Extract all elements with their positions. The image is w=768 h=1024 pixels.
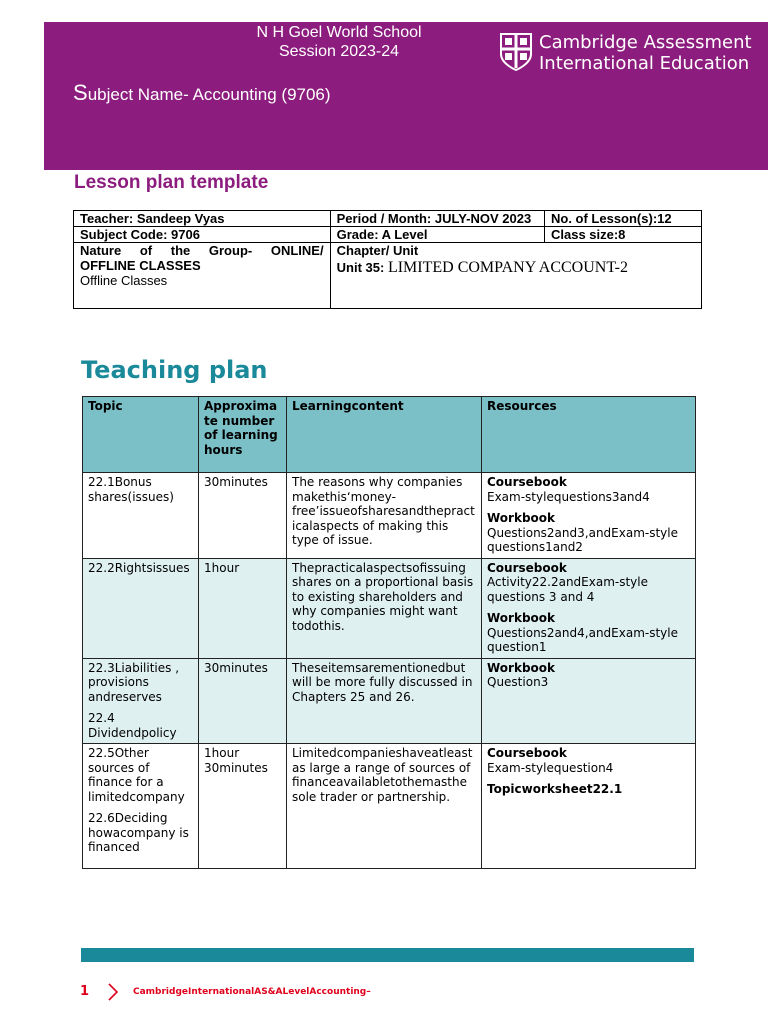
topic-text: 22.6Deciding howacompany is financed [88, 811, 189, 854]
topic-text: 22.3Liabilities , provisions andreserves [88, 660, 180, 704]
topic-cell [83, 558, 199, 658]
nature-word: Nature [80, 243, 122, 258]
resource-heading: Workbook [487, 511, 556, 525]
info-row [74, 243, 702, 309]
table-row [83, 658, 696, 744]
topic-cell [83, 744, 199, 869]
school-name: N H Goel World School [256, 24, 422, 41]
topic-text: 22.1Bonus shares(issues) [88, 475, 174, 504]
period-cell: Period / Month: JULY-NOV 2023 [330, 211, 544, 227]
subject-initial: S [73, 80, 88, 105]
cambridge-shield-icon [499, 32, 533, 72]
nature-word: Group- [208, 243, 253, 258]
content-cell: Theseitemsarementionedbut will be more fully discussed in Chapters 25 and 26. [287, 658, 482, 744]
nature-bold: OFFLINE CLASSES [80, 258, 201, 273]
resource-heading: Coursebook [487, 746, 567, 760]
resources-cell [482, 744, 696, 869]
info-row [74, 227, 702, 243]
resources-cell [482, 658, 696, 744]
resource-text: Questions2and3,andExam-style questions1and2 [487, 525, 678, 554]
resource-text: Questions2and4,andExam-style question1 [487, 625, 678, 654]
teaching-plan-title: Teaching plan [81, 356, 268, 384]
teacher-cell: Teacher: Sandeep Vyas [74, 211, 331, 227]
subject-code-cell: Subject Code: 9706 [74, 227, 331, 243]
footer-text: CambridgeInternationalAS&ALevelAccounting– [133, 987, 371, 997]
topic-text: 22.5Other sources of finance for a limitedcompany [88, 746, 185, 804]
topic-text: 22.2Rightsissues [88, 560, 190, 575]
nature-cell [74, 243, 331, 309]
logo-line-1: Cambridge Assessment [539, 32, 752, 53]
table-row [83, 558, 696, 658]
header-banner [44, 22, 768, 170]
resource-text: Exam-stylequestions3and4 [487, 489, 650, 504]
content-cell: Limitedcompanieshaveatleast as large a range of sources of financeavailabletothemasthe sole trader or partnership. [287, 744, 482, 869]
resource-heading: Workbook [487, 611, 556, 625]
nature-value: Offline Classes [80, 273, 168, 288]
nature-label [80, 243, 324, 258]
column-header: Learningcontent [287, 397, 482, 473]
session: Session 2023-24 [278, 43, 400, 60]
hours-cell: 1hour [199, 558, 287, 658]
column-header: Resources [482, 397, 696, 473]
lessons-cell: No. of Lesson(s):12 [544, 211, 701, 227]
unit-line [337, 260, 695, 275]
column-header: Topic [83, 397, 199, 473]
chevron-right-icon [106, 982, 120, 1002]
chapter-label: Chapter/ Unit [336, 243, 419, 258]
nature-word: of [139, 243, 153, 258]
table-row [83, 473, 696, 559]
resource-text: Activity22.2andExam-style questions 3 and 4 [487, 575, 649, 604]
resource-heading: Workbook [487, 660, 556, 675]
content-cell: Thepracticalaspectsofissuing shares on a proportional basis to existing shareholders and why companies might want todothis. [287, 558, 482, 658]
resources-cell [482, 558, 696, 658]
lesson-info-table [73, 210, 702, 309]
subject-rest: ubject Name- Accounting (9706) [87, 85, 331, 104]
resource-heading: Coursebook [487, 475, 567, 489]
resource-text: Question3 [487, 675, 549, 689]
page-number: 1 [80, 984, 90, 999]
grade-cell: Grade: A Level [330, 227, 544, 243]
content-cell: The reasons why companies makethis‘money-free’issueofsharesandthepracticalaspects of making this type of issue. [287, 473, 482, 559]
lesson-plan-title: Lesson plan template [74, 172, 269, 193]
hours-cell: 30minutes [199, 473, 287, 559]
column-header: Approximate number of learning hours [199, 397, 287, 473]
info-row [74, 211, 702, 227]
unit-name: LIMITED COMPANY ACCOUNT-2 [387, 259, 628, 276]
topic-cell [83, 473, 199, 559]
footer-bar [81, 948, 694, 962]
unit-label: Unit 35: [336, 260, 388, 275]
resource-heading: Coursebook [487, 560, 567, 575]
resource-text: Exam-stylequestion4 [487, 760, 614, 775]
class-size-cell: Class size:8 [544, 227, 701, 243]
resource-heading: Topicworksheet22.1 [487, 782, 623, 796]
topic-cell [83, 658, 199, 744]
hours-cell: 1hour 30minutes [199, 744, 287, 869]
subject-name [73, 80, 331, 106]
teaching-plan-table [82, 396, 696, 869]
table-row [83, 744, 696, 869]
hours-cell: 30minutes [199, 658, 287, 744]
chapter-cell [330, 243, 701, 309]
table-header-row [83, 397, 696, 473]
nature-word: the [170, 243, 191, 258]
nature-word: ONLINE/ [270, 243, 324, 258]
resources-cell [482, 473, 696, 559]
topic-text: 22.4 Dividendpolicy [88, 711, 177, 740]
logo-line-2: International Education [539, 53, 750, 74]
